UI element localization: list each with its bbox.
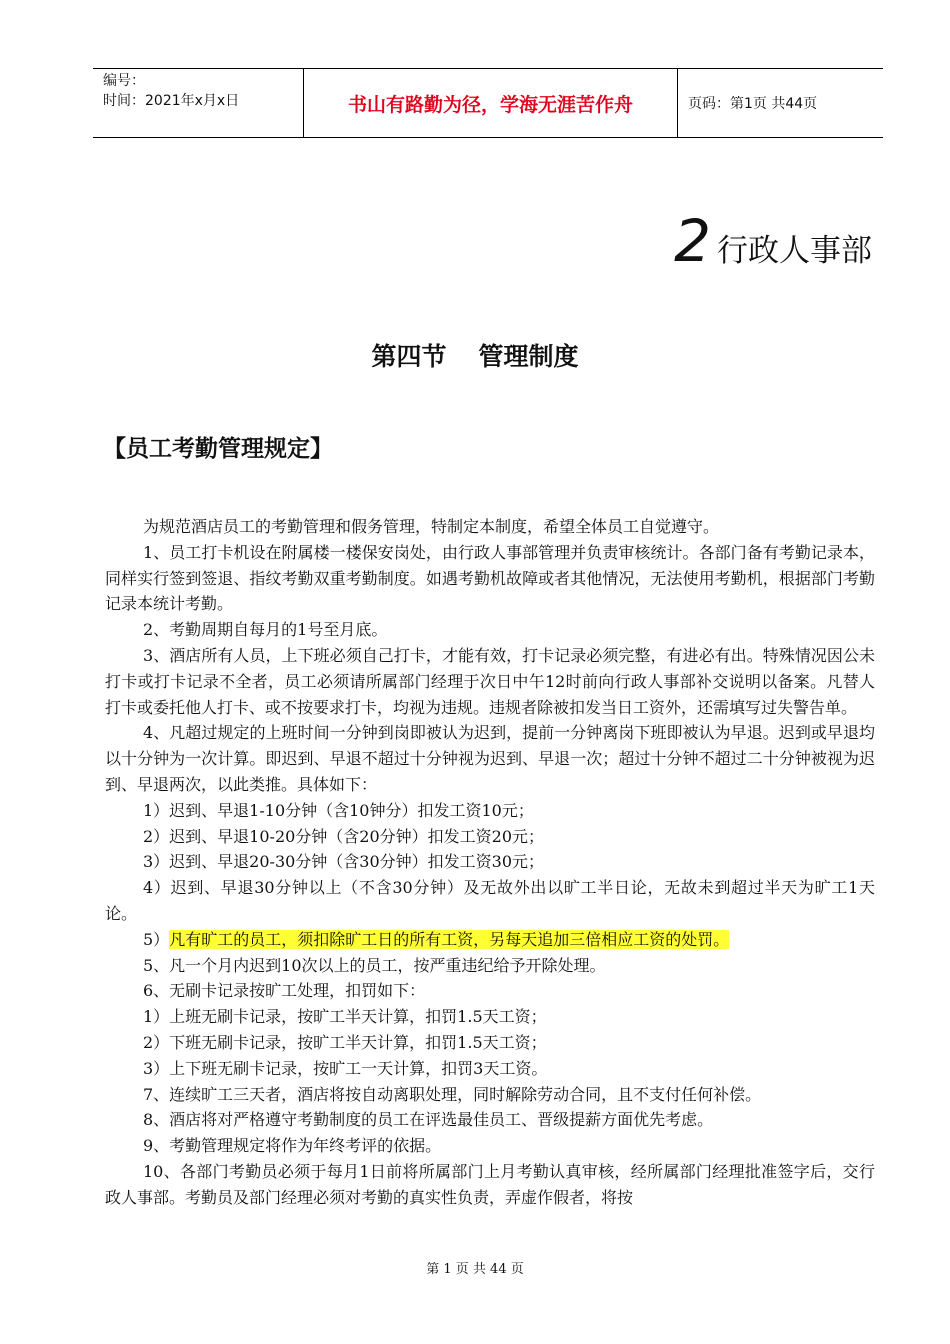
chapter-number: 2 xyxy=(674,207,711,275)
paragraph: 1、员工打卡机设在附属楼一楼保安岗处，由行政人事部管理并负责审核统计。各部门备有考勤记录本，同样实行签到签退、指纹考勤双重考勤制度。如遇考勤机故障或者其他情况，无法使用考勤机，根据部门考勤记录本统计考勤。 xyxy=(105,542,875,614)
highlighted-list-item xyxy=(105,927,875,953)
header-page-info: 页码：第1页 共44页 xyxy=(688,96,818,112)
document-body xyxy=(105,514,875,1211)
header-time-label: 时间：2021年x月x日 xyxy=(103,93,240,109)
paragraph: 2、考勤周期自每月的1号至月底。 xyxy=(143,620,388,640)
section-title xyxy=(0,337,950,373)
chapter-heading xyxy=(674,207,872,275)
header-meta xyxy=(93,69,304,137)
header-number-label: 编号： xyxy=(103,73,145,89)
section-name: 管理制度 xyxy=(478,342,579,371)
paragraph: 6、无刷卡记录按旷工处理，扣罚如下： xyxy=(143,981,426,1001)
paragraph: 9、考勤管理规定将作为年终考评的依据。 xyxy=(143,1136,442,1156)
paragraph: 4、凡超过规定的上班时间一分钟到岗即被认为迟到，提前一分钟离岗下班即被认为早退。迟到或早退均以十分钟为一次计算。即迟到、早退不超过十分钟视为迟到、早退一次；超过十分钟不超过二十分钟被视为迟到、早退两次，以此类推。具体如下： xyxy=(105,723,875,794)
paragraph: 为规范酒店员工的考勤管理和假务管理，特制定本制度，希望全体员工自觉遵守。 xyxy=(143,517,720,536)
paragraph: 5、凡一个月内迟到10次以上的员工，按严重违纪给予开除处理。 xyxy=(143,955,606,975)
section-label: 第四节 xyxy=(371,342,447,371)
list-item: 3）迟到、早退20-30分钟（含30分钟）扣发工资30元； xyxy=(143,852,545,872)
paragraph: 3、酒店所有人员，上下班必须自己打卡，才能有效，打卡记录必须完整，有进必有出。特殊情况因公未打卡或打卡记录不全者，员工必须请所属部门经理于次日中午12时前向行政人事部补交说明以备案。凡替人打卡或委托他人打卡、或不按要求打卡，均视为违规。违规者除被扣发当日工资外，还需填写过失警告单。 xyxy=(105,645,875,717)
paragraph: 7、连续旷工三天者，酒店将按自动离职处理，同时解除劳动合同，且不支付任何补偿。 xyxy=(143,1084,762,1104)
list-item: 3）上下班无刷卡记录，按旷工一天计算，扣罚3天工资。 xyxy=(143,1058,548,1078)
list-item: 1）上班无刷卡记录，按旷工半天计算，扣罚1.5天工资； xyxy=(143,1007,547,1027)
list-item: 2）迟到、早退10-20分钟（含20分钟）扣发工资20元； xyxy=(143,826,545,846)
highlight-prefix: 5） xyxy=(143,929,170,949)
chapter-title: 行政人事部 xyxy=(717,233,872,269)
list-item: 2）下班无刷卡记录，按旷工半天计算，扣罚1.5天工资； xyxy=(143,1032,547,1052)
paragraph: 8、酒店将对严格遵守考勤制度的员工在评选最佳员工、晋级提薪方面优先考虑。 xyxy=(143,1110,714,1130)
header-motto: 书山有路勤为径，学海无涯苦作舟 xyxy=(304,69,678,137)
page-footer: 第 1 页 共 44 页 xyxy=(426,1262,524,1277)
highlighted-text: 凡有旷工的员工，须扣除旷工日的所有工资，另每天追加三倍相应工资的处罚。 xyxy=(169,929,730,949)
paragraph: 10、各部门考勤员必须于每月1日前将所属部门上月考勤认真审核，经所属部门经理批准签字后，交行政人事部。考勤员及部门经理必须对考勤的真实性负责，弄虚作假者，将按 xyxy=(105,1161,875,1207)
page-header xyxy=(93,68,883,138)
list-item: 1）迟到、早退1-10分钟（含10钟分）扣发工资10元； xyxy=(143,800,534,820)
list-item: 4）迟到、早退30分钟以上（不含30分钟）及无故外出以旷工半日论，无故未到超过半天为旷工1天论。 xyxy=(105,878,875,923)
rule-title: 【员工考勤管理规定】 xyxy=(103,436,333,462)
